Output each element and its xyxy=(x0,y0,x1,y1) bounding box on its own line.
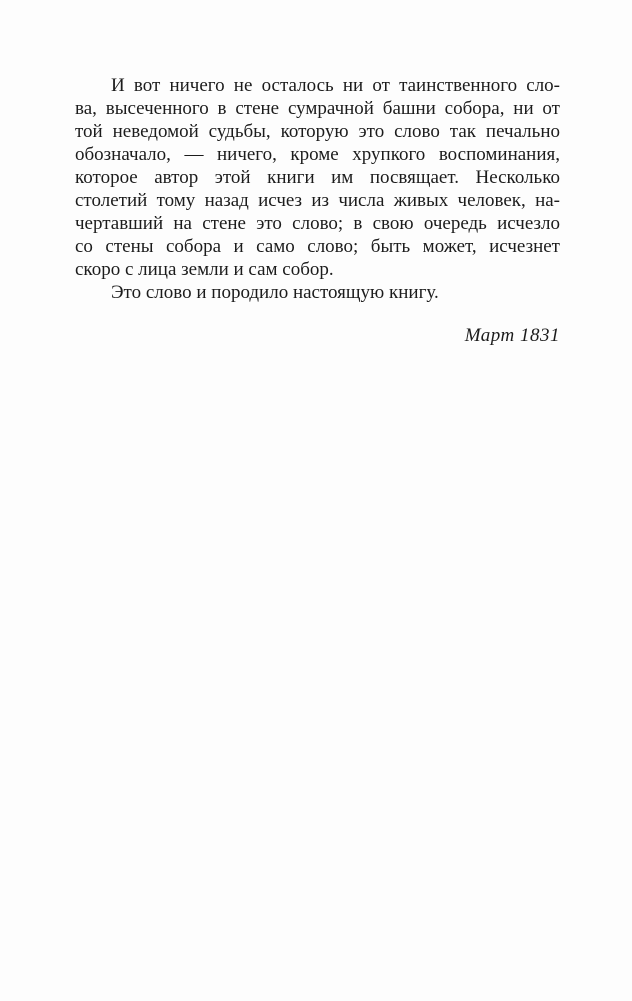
text-line: со стены собора и само слово; быть может, исчезнет xyxy=(75,236,560,257)
text-block xyxy=(75,74,560,347)
paragraph-1 xyxy=(75,74,560,281)
text-line: обозначало, — ничего, кроме хрупкого воспоминания, xyxy=(75,144,560,165)
text-line: ва, высеченного в стене сумрачной башни собора, ни от xyxy=(75,98,560,119)
text-line: которое автор этой книги им посвящает. Несколько xyxy=(75,167,560,188)
text-line: И вот ничего не осталось ни от таинственного сло- xyxy=(111,75,560,96)
dateline: Март 1831 xyxy=(464,325,560,346)
paragraph-2: Это слово и породило настоящую книгу. xyxy=(111,282,439,303)
text-line: той неведомой судьбы, которую это слово так печально xyxy=(75,121,560,142)
text-line: скоро с лица земли и сам собор. xyxy=(75,259,334,280)
text-line: столетий тому назад исчез из числа живых человек, на- xyxy=(75,190,560,211)
text-line: чертавший на стене это слово; в свою очередь исчезло xyxy=(75,213,560,234)
